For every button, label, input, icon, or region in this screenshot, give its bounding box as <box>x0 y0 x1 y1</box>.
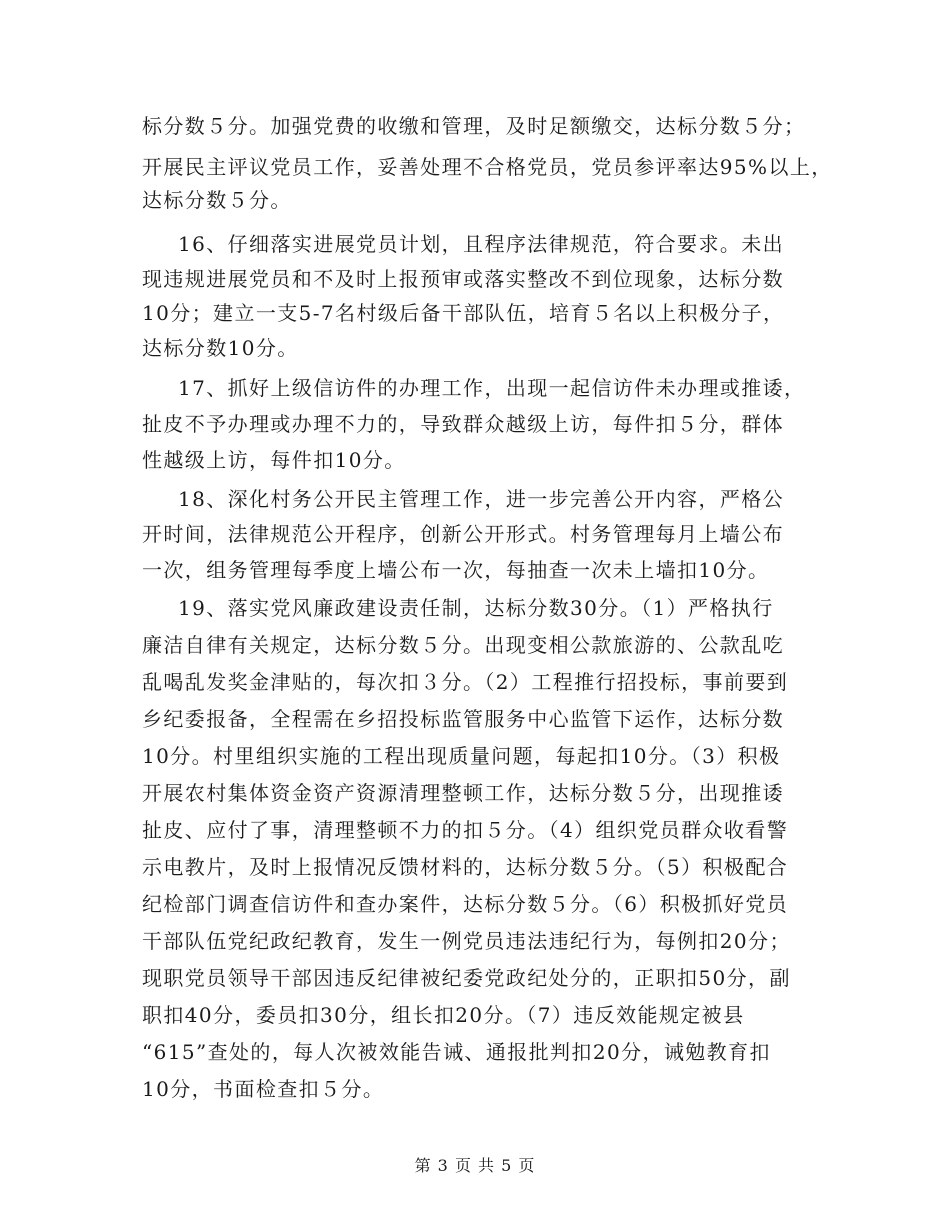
body-text-line: 达标分数５分。 <box>142 188 292 212</box>
paragraph-17-first-line: 17、抓好上级信访件的办理工作，出现一起信访件未办理或推诿， <box>178 376 806 400</box>
body-text-line: 现职党员领导干部因违反纪律被纪委党政纪处分的，正职扣50分，副 <box>142 966 791 990</box>
body-text-line: 10分；建立一支5-7名村级后备干部队伍，培育５名以上积极分子， <box>142 301 785 325</box>
paragraph-19-first-line: 19、落实党风廉政建设责任制，达标分数30分。（1）严格执行 <box>178 596 774 620</box>
body-text-line: 示电教片，及时上报情况反馈材料的，达标分数５分。（5）积极配合 <box>142 855 789 879</box>
body-text-line: 标分数５分。加强党费的收缴和管理，及时足额缴交，达标分数５分； <box>142 114 806 138</box>
paragraph-16-first-line: 16、仔细落实进展党员计划，且程序法律规范，符合要求。未出 <box>178 232 785 256</box>
body-text-line: 扯皮、应付了事，清理整顿不力的扣５分。（4）组织党员群众收看警 <box>142 818 789 842</box>
body-text-line: 干部队伍党纪政纪教育，发生一例党员违法违纪行为，每例扣20分； <box>142 929 791 953</box>
page-number-footer: 第 3 页 共 5 页 <box>414 1156 536 1175</box>
body-text-line: “615”查处的，每人次被效能告诫、通报批判扣20分，诫勉教育扣 <box>142 1040 771 1064</box>
body-text-line: 开展农村集体资金资产资源清理整顿工作，达标分数５分，出现推诿 <box>142 781 784 805</box>
body-text-line: 达标分数10分。 <box>142 336 299 360</box>
body-text-line: 现违规进展党员和不及时上报预审或落实整改不到位现象，达标分数 <box>142 267 784 291</box>
paragraph-18-first-line: 18、深化村务公开民主管理工作，进一步完善公开内容，严格公 <box>178 487 785 511</box>
body-text-line: 开展民主评议党员工作，妥善处理不合格党员，党员参评率达95%以上， <box>142 155 833 179</box>
body-text-line: 扯皮不予办理或办理不力的，导致群众越级上访，每件扣５分，群体 <box>142 412 784 436</box>
body-text-line: 性越级上访，每件扣10分。 <box>142 448 406 472</box>
body-text-line: 10分，书面检查扣５分。 <box>142 1077 385 1101</box>
body-text-line: 开时间，法律规范公开程序，创新公开形式。村务管理每月上墙公布 <box>142 522 784 546</box>
body-text-line: 10分。村里组织实施的工程出现质量问题，每起扣10分。（3）积极 <box>142 744 781 768</box>
body-text-line: 纪检部门调查信访件和查办案件，达标分数５分。（6）积极抓好党员 <box>142 892 789 916</box>
body-text-line: 乱喝乱发奖金津贴的，每次扣３分。（2）工程推行招投标，事前要到 <box>142 670 789 694</box>
body-text-line: 职扣40分，委员扣30分，组长扣20分。（7）违反效能规定被县 <box>142 1003 745 1027</box>
body-text-line: 一次，组务管理每季度上墙公布一次，每抽查一次未上墙扣10分。 <box>142 558 770 582</box>
body-text-line: 乡纪委报备，全程需在乡招投标监管服务中心监管下运作，达标分数 <box>142 707 784 731</box>
body-text-line: 廉洁自律有关规定，达标分数５分。出现变相公款旅游的、公款乱吃 <box>142 633 784 657</box>
